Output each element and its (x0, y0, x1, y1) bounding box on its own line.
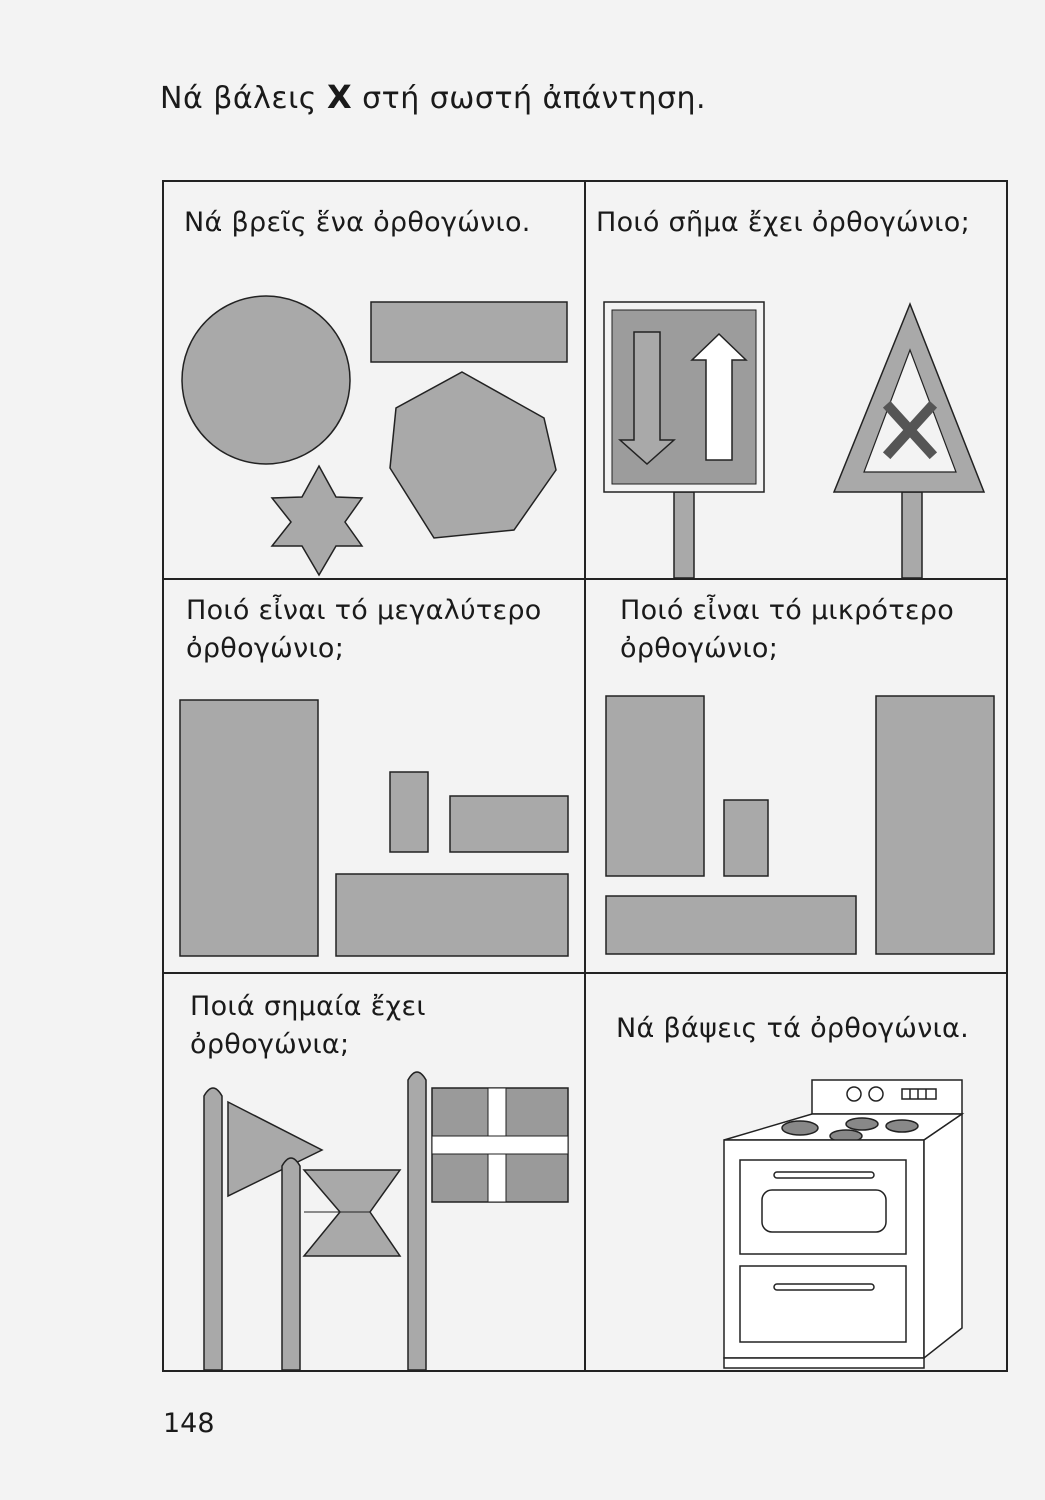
stove-illustration (584, 974, 1006, 1370)
question-flag-line2: ὀρθογώνια; (190, 1029, 350, 1060)
flags-illustration (164, 974, 584, 1370)
tall-rectangle[interactable] (180, 700, 318, 956)
medium-tall-rectangle[interactable] (606, 696, 704, 876)
instruction-after: στή σωστή ἀπάντηση. (362, 81, 707, 116)
timer-icon (869, 1087, 883, 1101)
signs-illustration (584, 182, 1006, 578)
small-horizontal-rectangle[interactable] (450, 796, 568, 852)
rectangle-shape[interactable] (371, 302, 567, 362)
triangle-flag[interactable] (204, 1088, 322, 1370)
clock-icon (847, 1087, 861, 1101)
burner-icon (886, 1120, 918, 1132)
question-paint-rectangles: Νά βάψεις τά ὀρθογώνια. (616, 1013, 969, 1044)
oven-window (762, 1190, 886, 1232)
question-largest-line2: ὀρθογώνιο; (186, 633, 345, 664)
cell-smallest-rectangle (584, 578, 1006, 972)
drawer (740, 1266, 906, 1342)
flag-pole-1 (204, 1088, 222, 1370)
burner-icon (782, 1121, 818, 1135)
question-largest-line1: Ποιό εἶναι τό μεγαλύτερο (186, 595, 542, 626)
instruction (160, 78, 706, 116)
question-smallest-line1: Ποιό εἶναι τό μικρότερο (620, 595, 955, 626)
flag-pole-2 (282, 1158, 300, 1370)
cross-flag-center (489, 1137, 505, 1153)
cross-flag[interactable] (408, 1072, 568, 1370)
x-mark-icon: X (326, 78, 353, 116)
stove-side (924, 1114, 962, 1358)
burner-icon (846, 1118, 878, 1130)
rectangles-large-illustration (164, 578, 584, 972)
instruction-before: Νά βάλεις (160, 81, 317, 116)
warning-sign[interactable] (834, 304, 984, 578)
oven-handle (774, 1172, 874, 1178)
swallowtail-pennant (304, 1170, 400, 1256)
sign-post-right (902, 492, 922, 578)
cell-largest-rectangle (164, 578, 584, 972)
hexagon-shape[interactable] (390, 372, 556, 538)
swallowtail-flag[interactable] (282, 1158, 400, 1370)
page-number: 148 (163, 1408, 215, 1439)
cell-paint-rectangles (584, 974, 1006, 1370)
small-vertical-rectangle[interactable] (390, 772, 428, 852)
sign-post-left (674, 492, 694, 578)
stove-back-panel (812, 1080, 962, 1114)
shapes-illustration (164, 182, 584, 578)
cell-sign-rectangle (584, 182, 1006, 578)
rectangles-small-illustration (584, 578, 1006, 972)
stove-base (724, 1358, 924, 1368)
drawer-handle (774, 1284, 874, 1290)
cell-find-rectangle (164, 182, 584, 578)
right-tall-rectangle[interactable] (876, 696, 994, 954)
question-flag-line1: Ποιά σημαία ἔχει (190, 991, 426, 1022)
stove[interactable] (724, 1080, 962, 1368)
flag-pole-3 (408, 1072, 426, 1370)
long-horizontal-rectangle[interactable] (606, 896, 856, 954)
smallest-rectangle[interactable] (724, 800, 768, 876)
question-smallest-line2: ὀρθογώνιο; (620, 633, 779, 664)
cell-flag-rectangles (164, 974, 584, 1370)
triangle-pennant (228, 1102, 322, 1196)
question-find-rectangle: Νά βρεῖς ἕνα ὀρθογώνιο. (184, 207, 531, 238)
one-way-sign[interactable] (604, 302, 764, 578)
wide-rectangle[interactable] (336, 874, 568, 956)
exercise-grid (162, 180, 1008, 1372)
question-sign-rectangle: Ποιό σῆμα ἔχει ὀρθογώνιο; (596, 207, 970, 238)
star-shape[interactable] (272, 466, 362, 575)
control-buttons (902, 1089, 936, 1099)
circle-shape[interactable] (182, 296, 350, 464)
